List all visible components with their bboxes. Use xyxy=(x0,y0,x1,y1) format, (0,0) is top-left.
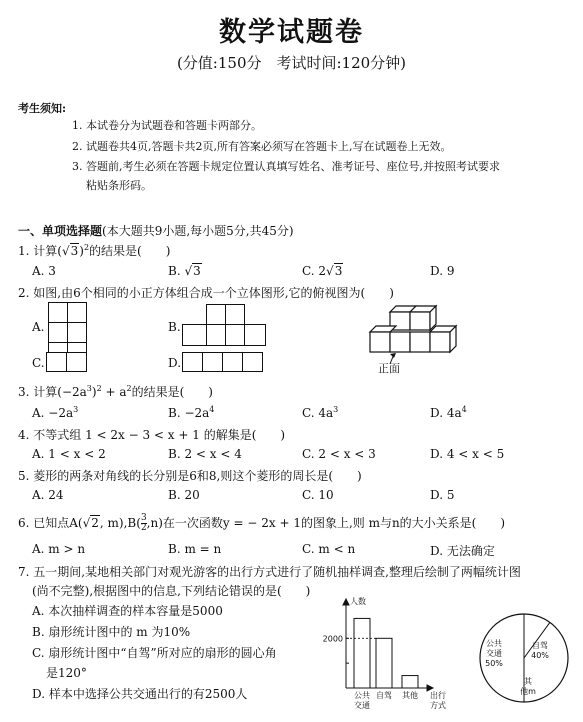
exam-subtitle: (分值:150分 考试时间:120分钟) xyxy=(176,54,407,72)
notice-item-3-cont: 粘贴条形码。 xyxy=(86,179,152,192)
bar-y-axis-label: 人数 xyxy=(350,597,366,606)
pie-label: 40% xyxy=(531,651,549,660)
exam-title: 数学试题卷 xyxy=(219,17,364,48)
q6-option-b: B. m = n xyxy=(168,542,222,556)
q7-option-c-line2: 是120° xyxy=(46,666,87,680)
pie-label: 他m xyxy=(520,687,536,696)
q2-option-b-label: B. xyxy=(168,320,181,334)
pie-label: 自驾 xyxy=(532,641,548,650)
bar-category-label: 其他 xyxy=(402,691,418,700)
notice-heading: 考生须知: xyxy=(18,102,67,115)
q7-option-b: B. 扇形统计图中的 m 为10% xyxy=(32,625,191,639)
q4-option-d: D. 4 < x < 5 xyxy=(430,447,505,461)
q5-option-c: C. 10 xyxy=(302,488,334,502)
pie-label: 交通 xyxy=(486,649,502,658)
q1-option-b: B. √3 xyxy=(168,264,201,278)
section-note: (本大题共9小题,每小题5分,共45分) xyxy=(102,224,294,238)
q3-option-a: A. $-2a^3$ xyxy=(32,405,79,420)
q6-option-c: C. m < n xyxy=(302,542,356,556)
q2-option-a-label: A. xyxy=(32,320,45,334)
bar-x-axis-label: 出行 xyxy=(430,691,446,700)
question-4-stem: 4. 不等式组 1 < 2x − 3 < x + 1 的解集是( ) xyxy=(18,428,286,442)
bar-1 xyxy=(376,638,392,688)
q5-option-a: A. 24 xyxy=(32,488,64,502)
question-7-stem-line2: (尚不完整),根据图中的信息,下列结论错误的是( ) xyxy=(32,584,311,598)
bar-y-arrow xyxy=(343,599,349,605)
q7-pie-chart xyxy=(468,608,580,708)
bar-category-sublabel: 交通 xyxy=(354,701,370,710)
bar-x-axis-label-line2: 方式 xyxy=(430,701,446,710)
q7-option-a: A. 本次抽样调查的样本容量是5000 xyxy=(32,604,223,618)
section-heading xyxy=(18,222,294,239)
q4-option-c: C. 2 < x < 3 xyxy=(302,447,376,461)
q6-option-d: D. 无法确定 xyxy=(430,544,495,558)
question-3-stem: 3. 计算$(-2a^3)^2 + a^2$的结果是( ) xyxy=(18,384,213,399)
q2-option-d-label: D. xyxy=(168,356,182,370)
pie-label: 公共 xyxy=(486,639,502,648)
q4-option-b: B. 2 < x < 4 xyxy=(168,447,242,461)
q7-option-d: D. 样本中选择公共交通出行的有2500人 xyxy=(32,687,248,701)
notice-item-3: 3. 答题前,考生必须在答题卡规定位置认真填写姓名、准考证号、座位号,并按照考试要求 xyxy=(72,160,500,173)
bar-y-tick-label: 2000 xyxy=(322,634,343,644)
question-7-stem-line1: 7. 五一期间,某地相关部门对观光游客的出行方式进行了随机抽样调查,整理后绘制了两幅统计图 xyxy=(18,565,521,579)
question-1-stem: 1. 计算$(√3)^2$的结果是( ) xyxy=(18,243,171,258)
q1-option-d: D. 9 xyxy=(430,264,455,278)
q2-option-c-label: C. xyxy=(32,356,45,370)
q2-front-label: 正面 xyxy=(378,362,400,375)
question-2-stem: 2. 如图,由6个相同的小正方体组合成一个立体图形,它的俯视图为( ) xyxy=(18,286,394,300)
notice-item-2: 2. 试题卷共4页,答题卡共2页,所有答案必须写在答题卡上,写在试题卷上无效。 xyxy=(72,140,452,153)
pie-label: 50% xyxy=(485,659,503,668)
q5-option-d: D. 5 xyxy=(430,488,455,502)
q6-option-a: A. m > n xyxy=(32,542,86,556)
q5-option-b: B. 20 xyxy=(168,488,200,502)
q3-option-c: C. $4a^3$ xyxy=(302,405,339,420)
q1-option-c: C. 2√3 xyxy=(302,264,343,278)
q2-cubes-figure xyxy=(360,298,460,372)
q3-option-d: D. $4a^4$ xyxy=(430,405,467,420)
section-title: 一、单项选择题 xyxy=(18,224,103,238)
pie-label: 其 xyxy=(524,677,532,686)
q3-option-b: B. $-2a^4$ xyxy=(168,405,215,420)
q7-bar-chart xyxy=(312,596,462,720)
bar-category-label: 公共 xyxy=(354,691,370,700)
q4-option-a: A. 1 < x < 2 xyxy=(32,447,106,461)
question-6-stem: 6. 已知点A(√2, m),B( $\frac{3}{2}$ ,n)在一次函数y = − 2x + 1的图象上,则 m与n的大小关系是( ) xyxy=(18,513,506,533)
notice-item-1: 1. 本试卷分为试题卷和答题卡两部分。 xyxy=(72,119,262,132)
question-5-stem: 5. 菱形的两条对角线的长分别是6和8,则这个菱形的周长是( ) xyxy=(18,469,362,483)
bar-0 xyxy=(354,618,370,688)
q1-option-a: A. 3 xyxy=(32,264,56,278)
bar-category-label: 自驾 xyxy=(376,691,392,700)
q7-option-c-line1: C. 扇形统计图中“自驾”所对应的扇形的圆心角 xyxy=(32,646,277,660)
bar-2 xyxy=(402,676,418,688)
